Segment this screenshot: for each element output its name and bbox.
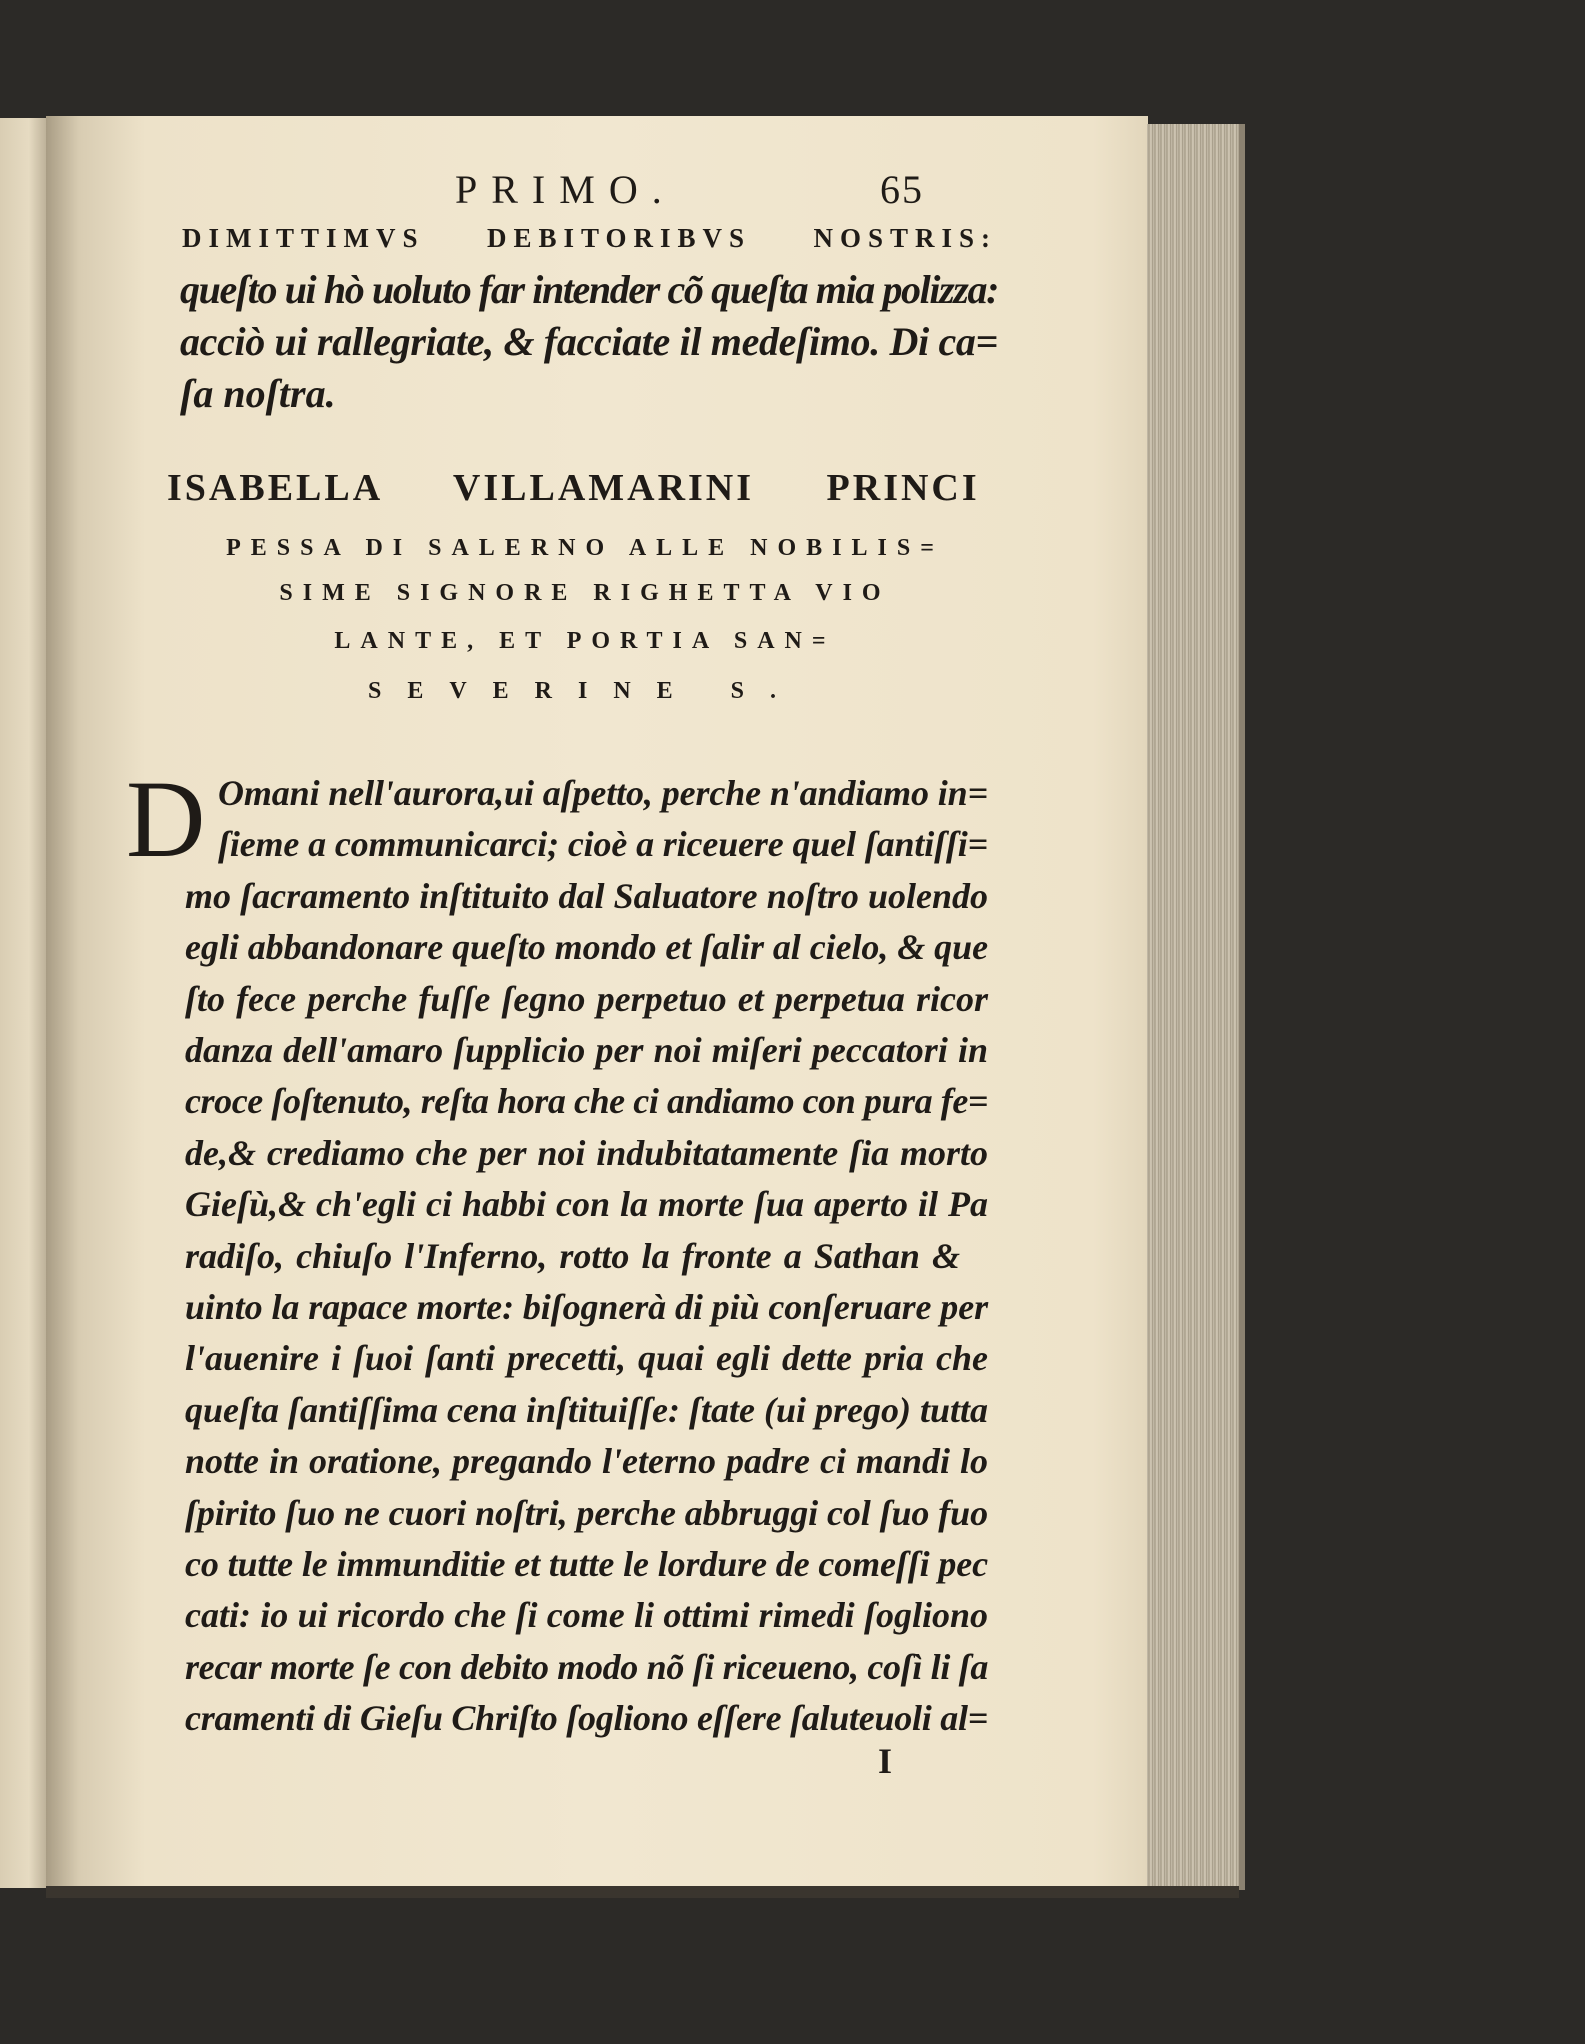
body-line: de,& crediamo che per noi indubitatamente ſia morto (185, 1132, 988, 1173)
body-line: ſieme a communicarci; cioè a riceuere quel ſantiſſi= (218, 824, 988, 865)
book-bottom-edge (46, 1886, 1239, 1898)
body-line: cramenti di Gieſu Chriſto ſogliono eſſere ſaluteuoli al= (185, 1698, 988, 1739)
body-line: uinto la rapace morte: biſognerà di più conſeruare per (185, 1287, 988, 1327)
body-line: co tutte le immunditie et tutte le lordure de comeſſi pec (185, 1544, 989, 1584)
letter-heading-line-4: SEVERINE S. (367, 678, 803, 704)
body-line: recar morte ſe con debito modo nõ ſi riceueno, coſì li ſa (185, 1646, 988, 1687)
body-line: l'auenire i ſuoi ſanti precetti, quai egli dette pria che (185, 1338, 988, 1379)
body-line: cati: io ui ricordo che ſi come li ottimi rimedi ſogliono (185, 1595, 988, 1636)
body-line: ſpirito ſuo ne cuori noſtri, perche abbruggi col ſuo fuo (185, 1492, 988, 1533)
body-line: ſto fece perche fuſſe ſegno perpetuo et perpetua ricor (185, 978, 988, 1019)
body-line: Omani nell'aurora,ui aſpetto, perche n'andiamo in= (218, 773, 988, 813)
closing-line-1: queſto ui hò uoluto far intender cõ queſta mia polizza: (180, 267, 999, 312)
page-fore-edge (1147, 124, 1245, 1890)
closing-caps-line: DIMITTIMVS DEBITORIBVS NOSTRIS: (182, 223, 997, 253)
letter-heading-line-2: SIME SIGNORE RIGHETTA VIO (279, 580, 891, 606)
letter-heading-line-1: PESSA DI SALERNO ALLE NOBILIS= (226, 535, 944, 561)
page-number: 65 (880, 167, 924, 212)
body-line: danza dell'amaro ſupplicio per noi miſeri peccatori in (185, 1030, 988, 1070)
body-line: egli abbandonare queſto mondo et ſalir al cielo, & que (185, 927, 988, 968)
catchword: I (878, 1741, 893, 1781)
letter-heading-title: ISABELLA VILLAMARINI PRINCI (167, 467, 980, 509)
body-line: radiſo, chiuſo l'Inferno, rotto la fronte a Sathan & (185, 1235, 960, 1276)
body-line: Gieſù,& ch'egli ci habbi con la morte ſua aperto il Pa (185, 1184, 988, 1225)
drop-cap: D (126, 758, 206, 880)
left-page-edge (0, 118, 48, 1888)
body-line: queſta ſantiſſima cena inſtituiſſe: ſtate (ui prego) tutta (185, 1389, 988, 1430)
letter-heading-line-3: LANTE, ET PORTIA SAN= (334, 628, 836, 654)
closing-line-3: ſa noſtra. (180, 371, 336, 416)
closing-line-2: acciò ui rallegriate, & facciate il medeſimo. Di ca= (180, 319, 999, 364)
running-head-title: PRIMO. (455, 167, 676, 212)
body-line: mo ſacramento inſtituito dal Saluatore noſtro uolendo (185, 875, 988, 916)
body-line: croce ſoſtenuto, reſta hora che ci andiamo con pura fe= (185, 1081, 989, 1122)
body-line: notte in oratione, pregando l'eterno padre ci mandi lo (185, 1441, 988, 1482)
